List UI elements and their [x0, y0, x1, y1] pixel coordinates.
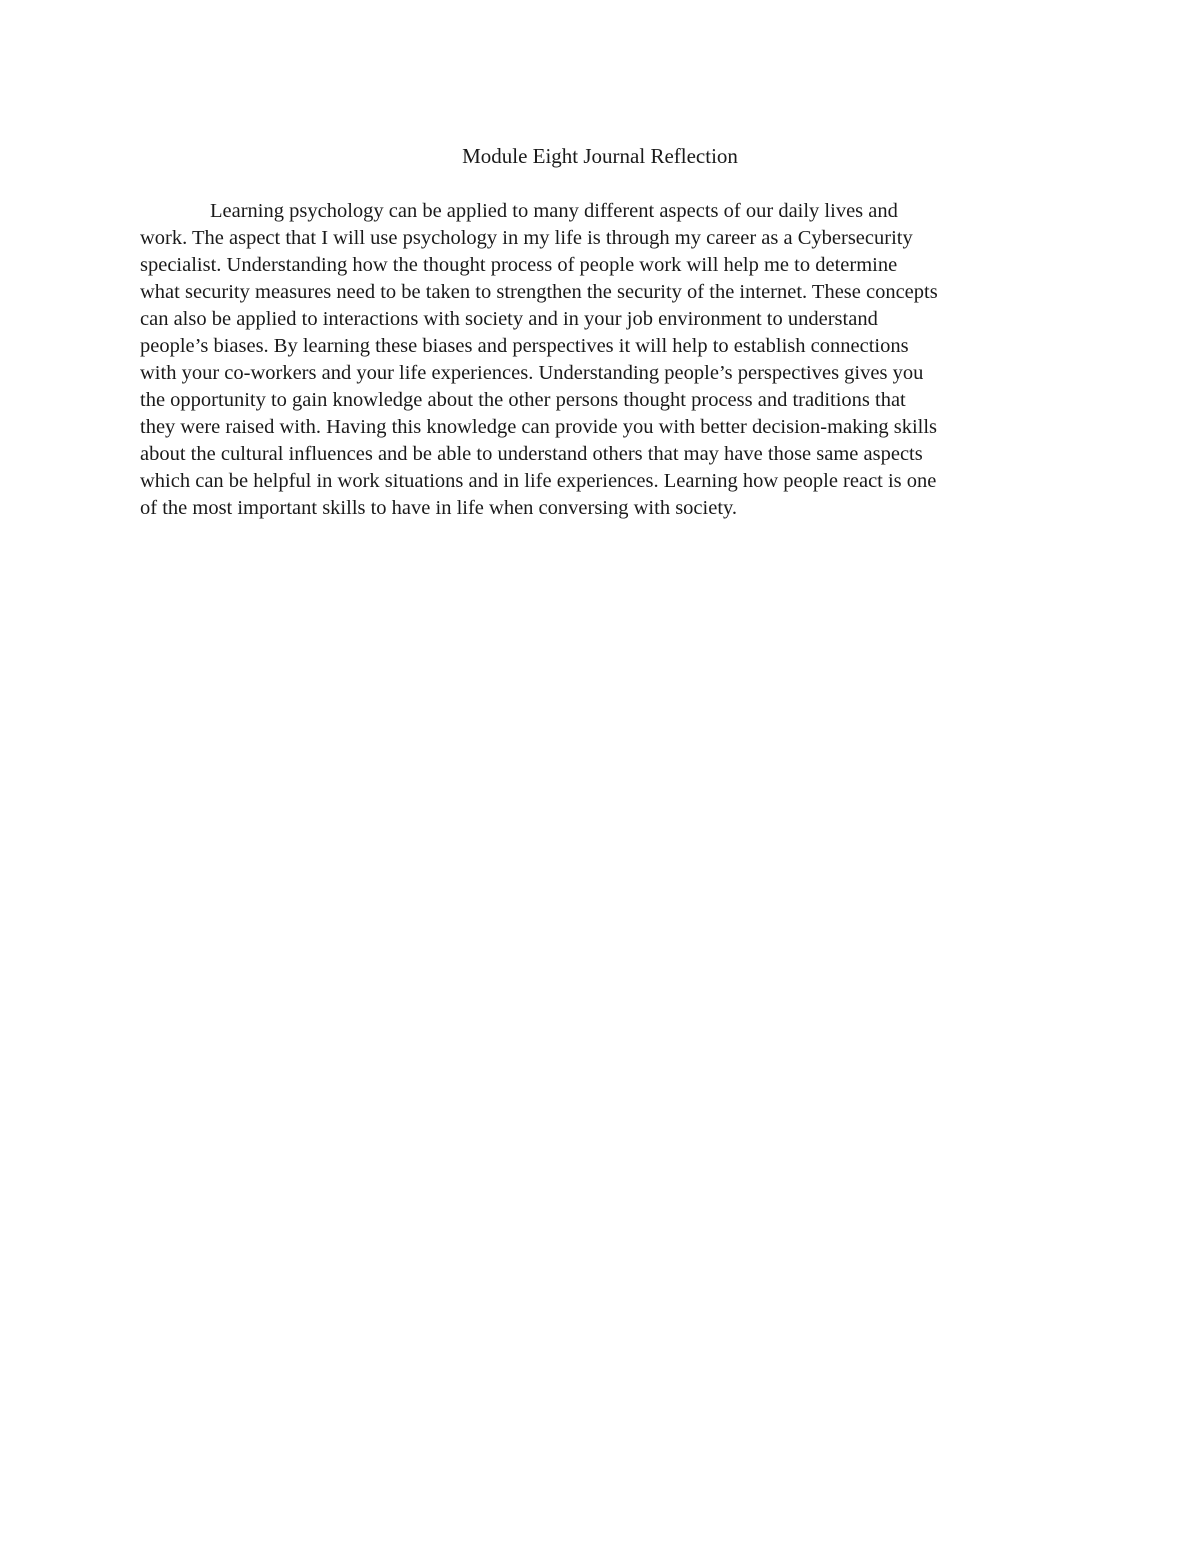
paragraph-line: which can be helpful in work situations and in life experiences. Learning how people react is one	[140, 470, 937, 492]
paragraph-line: specialist. Understanding how the thought process of people work will help me to determine	[140, 254, 898, 276]
paragraph-line: can also be applied to interactions with society and in your job environment to understand	[140, 308, 878, 330]
paragraph-line: what security measures need to be taken to strengthen the security of the internet. These concepts	[140, 281, 938, 303]
paragraph-line: people’s biases. By learning these biases and perspectives it will help to establish connections	[140, 335, 909, 357]
paragraph-line: about the cultural influences and be able to understand others that may have those same aspects	[140, 443, 923, 465]
paragraph-line: the opportunity to gain knowledge about the other persons thought process and traditions that	[140, 389, 906, 411]
paragraph-line: of the most important skills to have in life when conversing with society.	[140, 497, 738, 519]
paragraph-line: they were raised with. Having this knowledge can provide you with better decision-making skills	[140, 416, 938, 438]
paragraph-line: with your co-workers and your life experiences. Understanding people’s perspectives gives you	[140, 362, 924, 384]
document-title: Module Eight Journal Reflection	[462, 144, 738, 168]
paragraph-line: work. The aspect that I will use psychology in my life is through my career as a Cybersecurity	[140, 227, 913, 249]
paragraph-line: Learning psychology can be applied to many different aspects of our daily lives and	[210, 200, 898, 222]
reflection-paragraph	[140, 198, 1060, 522]
